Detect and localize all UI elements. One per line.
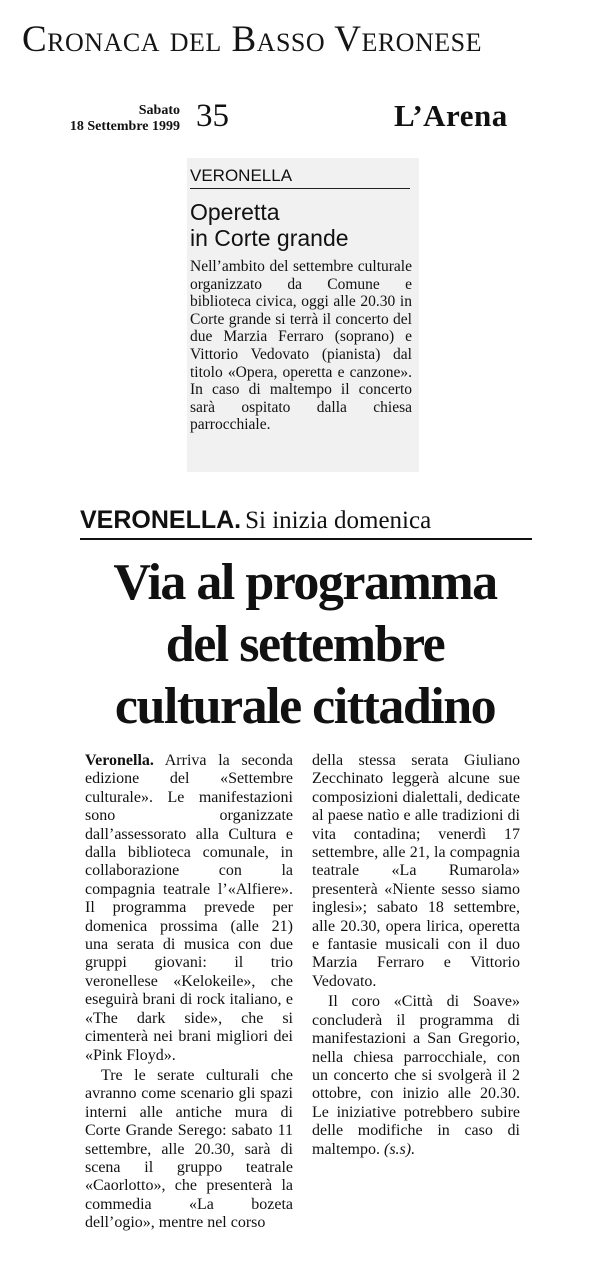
newspaper-logo: L’Arena — [394, 98, 508, 133]
article-paragraph — [312, 993, 520, 1159]
article-column-2 — [312, 752, 520, 1159]
main-headline — [60, 552, 550, 738]
headline-line: culturale cittadino — [114, 678, 496, 735]
headline-line: Via al programma — [113, 554, 497, 611]
date-block — [60, 103, 180, 135]
short-title-line: in Corte grande — [190, 225, 349, 251]
headline-line: del settembre — [165, 616, 445, 673]
short-article-body: Nell’ambito del settembre culturale organizzato da Comune e biblioteca civica, oggi alle 20.30 in Corte grande si terrà il concerto del due Marzia Ferraro (soprano) e Vittorio Vedovato (pianista) dal titolo «Opera, operetta e canzone». In caso di maltempo il concerto sarà ospitato dalla chiesa parrocchiale. — [190, 258, 412, 434]
article-paragraph-continued: della stessa serata Giuliano Zecchinato leggerà alcune sue composizioni dialettali, dedicate al paese natìo e alle tradizioni di vita contadina; venerdì 17 settembre, alle 21, la compagnia teatrale «La Rumarola» presenterà «Niente sesso siamo inglesi»; sabato 18 settembre, alle 20.30, opera lirica, operetta e fantasie musicali con il duo Marzia Ferraro e Vittorio Vedovato. — [312, 752, 520, 990]
short-article-title — [190, 199, 415, 251]
byline: (s.s). — [383, 1140, 416, 1158]
date-label: 18 Settembre 1999 — [69, 119, 180, 134]
section-title: Cronaca del Basso Veronese — [22, 19, 482, 60]
main-article-kicker — [80, 506, 532, 540]
article-column-1 — [85, 752, 293, 1233]
paragraph-text: Arriva la seconda edizione del «Settembre culturale». Le manifestazioni sono organizzate dall’assessorato alla Cultura e dalla biblioteca comunale, in collaborazione con la compagnia teatrale l’«Alfiere». Il programma prevede per domenica prossima (alle 21) una serata di musica con due gruppi giovani: il trio veronellese «Kelokeile», che eseguirà brani di rock italiano, e «The dark side», che si cimenterà nei brani migliori dei «Pink Floyd». — [85, 752, 293, 1064]
kicker-subtitle: Si inizia domenica — [245, 507, 432, 534]
article-paragraph — [85, 752, 293, 1065]
article-paragraph: Tre le serate culturali che avranno come scenario gli spazi interni alle antiche mura di Corte Grande Serego: sabato 11 settembre, alle 20.30, sarà di scena il gruppo teatrale «Caorlotto», che presenterà la commedia «La bozeta dell’ogio», mentre nel corso — [85, 1066, 293, 1232]
page-number: 35 — [196, 98, 229, 134]
paragraph-text: Il coro «Città di Soave» concluderà il programma di manifestazioni a San Gregorio, nella chiesa parrocchiale, con un concerto che si svolgerà il 2 ottobre, con inizio alle 20.30. Le iniziative potrebbero subire delle modifiche in caso di maltempo. — [312, 993, 520, 1158]
kicker-place: VERONELLA. — [80, 506, 242, 534]
day-label: Sabato — [138, 103, 180, 118]
short-title-line: Operetta — [190, 199, 280, 225]
short-article-kicker: VERONELLA — [190, 166, 410, 189]
lead-word: Veronella. — [85, 752, 154, 769]
